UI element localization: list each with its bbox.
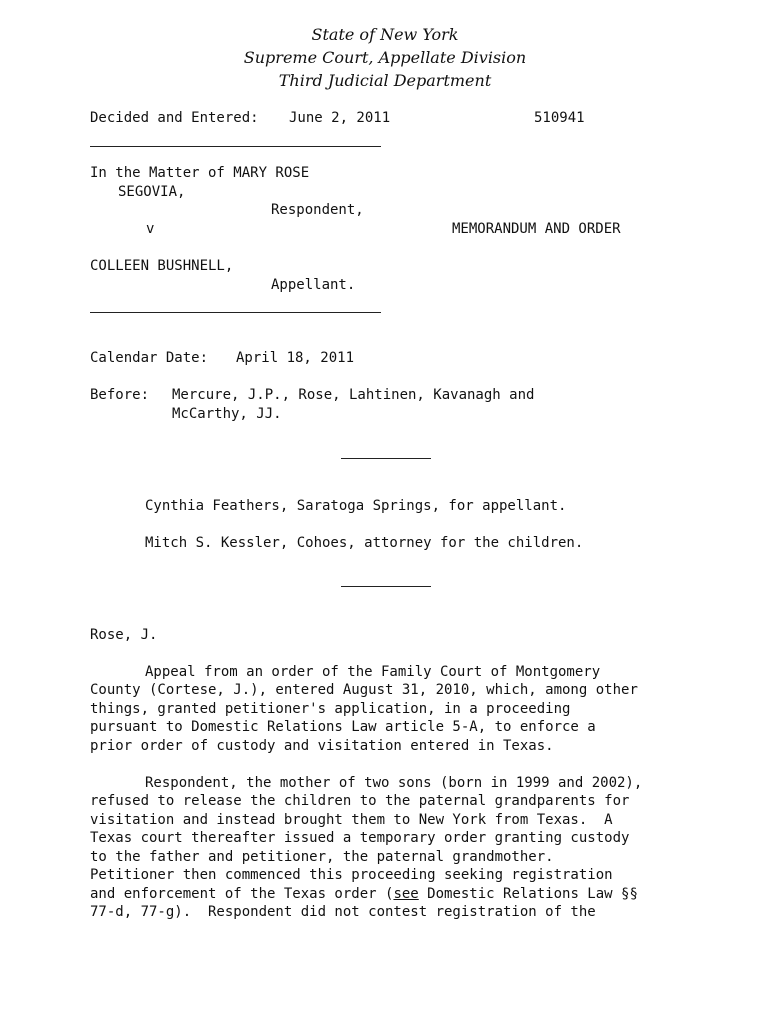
respondent-label: Respondent, bbox=[271, 202, 364, 218]
counsel-children: Mitch S. Kessler, Cohoes, attorney for the children. bbox=[145, 535, 584, 551]
matter-line-2: SEGOVIA, bbox=[118, 184, 186, 200]
court-name: Supreme Court, Appellate Division bbox=[243, 48, 527, 67]
paragraph-1-line: County (Cortese, J.), entered August 31, 2010, which, among other bbox=[90, 682, 638, 698]
paragraph-1-line: Appeal from an order of the Family Court of Montgomery bbox=[145, 664, 601, 680]
decided-date: June 2, 2011 bbox=[289, 110, 391, 126]
paragraph-2-line: Petitioner then commenced this proceeding seeking registration bbox=[90, 867, 613, 883]
docket-number: 510941 bbox=[534, 110, 585, 126]
before-label: Before: bbox=[90, 387, 150, 403]
appellant-label: Appellant. bbox=[271, 277, 356, 293]
section-divider-1 bbox=[341, 458, 431, 459]
paragraph-2-line: 77-d, 77-g). Respondent did not contest registration of the bbox=[90, 904, 596, 920]
caption-bottom-rule bbox=[90, 312, 381, 313]
paragraph-2-line: visitation and instead brought them to New York from Texas. A bbox=[90, 812, 613, 828]
citation-signal-see: see bbox=[393, 886, 419, 902]
paragraph-2-line: to the father and petitioner, the paternal grandmother. bbox=[90, 849, 554, 865]
court-state: State of New York bbox=[311, 25, 459, 44]
court-department: Third Judicial Department bbox=[278, 71, 492, 90]
citation-text: and enforcement of the Texas order ( bbox=[90, 886, 394, 902]
counsel-appellant: Cynthia Feathers, Saratoga Springs, for appellant. bbox=[145, 498, 567, 514]
paragraph-2-line: Respondent, the mother of two sons (born in 1999 and 2002), bbox=[145, 775, 643, 791]
opinion-author: Rose, J. bbox=[90, 627, 158, 643]
section-divider-2 bbox=[341, 586, 431, 587]
before-line-2: McCarthy, JJ. bbox=[172, 406, 282, 422]
decided-label: Decided and Entered: bbox=[90, 110, 259, 126]
paragraph-2-line: Texas court thereafter issued a temporary order granting custody bbox=[90, 830, 630, 846]
versus: v bbox=[146, 221, 155, 237]
before-line-1: Mercure, J.P., Rose, Lahtinen, Kavanagh and bbox=[172, 387, 535, 403]
appellant-name: COLLEEN BUSHNELL, bbox=[90, 258, 234, 274]
calendar-label: Calendar Date: bbox=[90, 350, 209, 366]
paragraph-2-line-citation bbox=[90, 885, 638, 903]
paragraph-1-line: prior order of custody and visitation entered in Texas. bbox=[90, 738, 554, 754]
paragraph-1-line: things, granted petitioner's application, in a proceeding bbox=[90, 701, 571, 717]
citation-text: Domestic Relations Law §§ bbox=[418, 886, 638, 902]
matter-line-1: In the Matter of MARY ROSE bbox=[90, 165, 310, 181]
calendar-date: April 18, 2011 bbox=[236, 350, 355, 366]
paragraph-2-line: refused to release the children to the paternal grandparents for bbox=[90, 793, 630, 809]
paragraph-1-line: pursuant to Domestic Relations Law article 5-A, to enforce a bbox=[90, 719, 596, 735]
caption-top-rule bbox=[90, 146, 381, 147]
document-type: MEMORANDUM AND ORDER bbox=[452, 221, 621, 237]
